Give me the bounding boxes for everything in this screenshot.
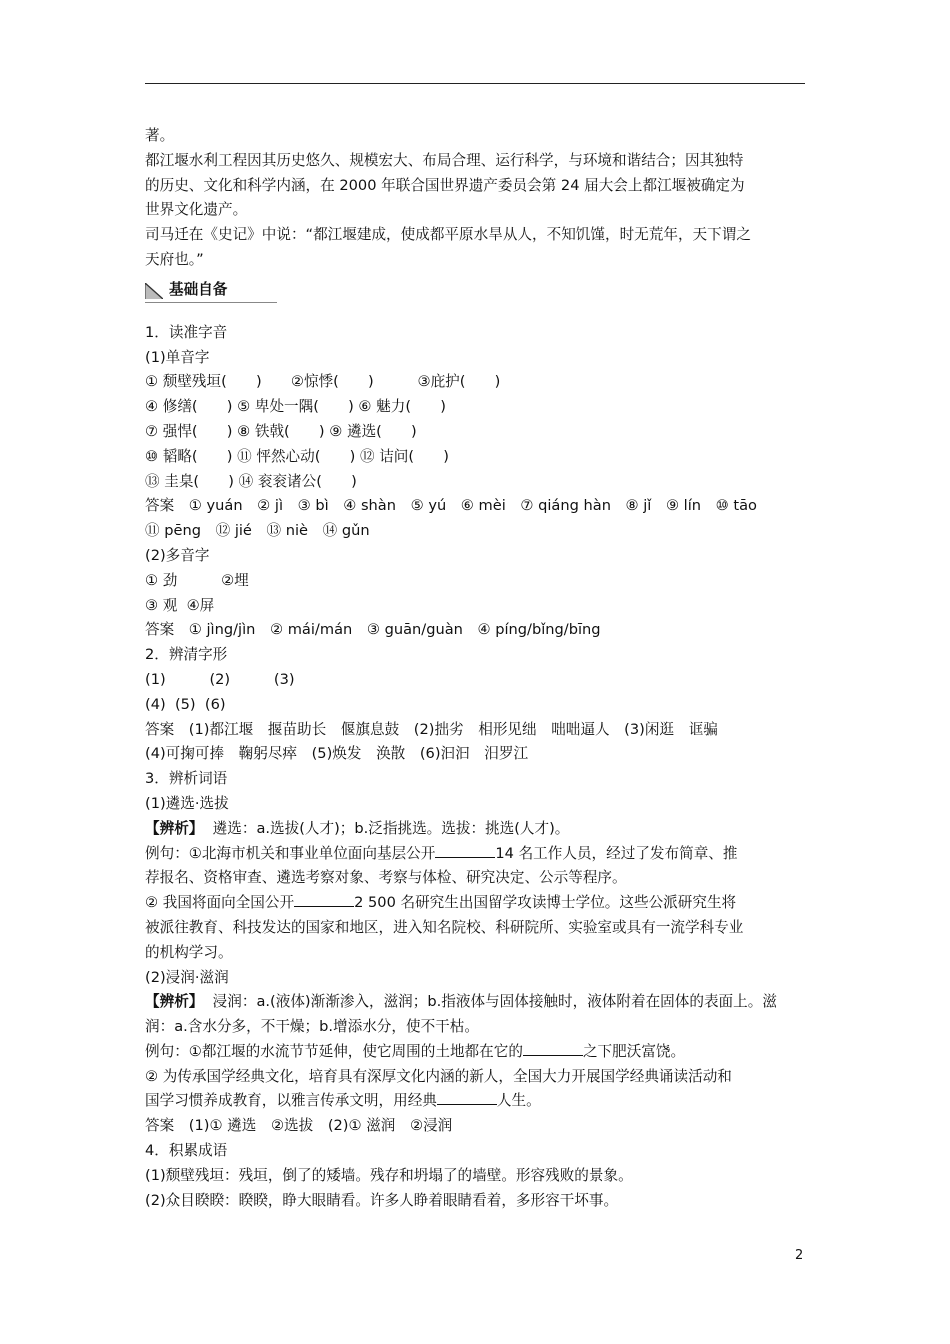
text-line: ① 劲 ②埋 [145,571,249,589]
text-line: 的历史、文化和科学内涵，在 2000 年联合国世界遗产委员会第 24 届大会上都江堰被确定为 [145,176,745,194]
example-line: 被派往教育、科技发达的国家和地区，进入知名院校、科研院所、实验室或具有一流学科专业 [145,918,744,936]
text-line: (1)单音字 [145,348,210,366]
text-line: (1)遴选·选拔 [145,794,229,812]
text-line: ④ 修缮( ) ⑤ 卑处一隅( ) ⑥ 魅力( ) [145,398,446,416]
fill-blank [294,892,354,907]
analysis-line: 润：a.含水分多，不干燥；b.增添水分，使不干枯。 [145,1018,479,1036]
answer-line: ⑪ pēng ⑫ jié ⑬ niè ⑭ gǔn [145,522,370,540]
text-line: (2)浸润·滋润 [145,968,229,986]
text-line: (2)多音字 [145,546,210,564]
text-line: 著。 [145,127,175,144]
exercise-list [145,321,810,1214]
analysis-text: 遴选：a.选拔(人才)；b.泛指挑选。选拔：挑选(人才)。 [203,819,570,837]
example-text: 14 名工作人员，经过了发布简章、推 [495,844,738,862]
text-line: 4．积累成语 [145,1142,228,1160]
example-text: 国学习惯养成教育，以雅言传承文明，用经典 [145,1092,437,1110]
example-line [145,842,810,867]
analysis-line [145,817,810,842]
example-text: 例句：①北海市机关和事业单位面向基层公开 [145,844,436,862]
analysis-line [145,990,810,1015]
example-line: ② 为传承国学经典文化，培育具有深厚文化内涵的新人，全国大力开展国学经典诵读活动和 [145,1067,732,1085]
example-line [145,1040,810,1065]
header-rule [145,83,805,84]
fill-blank [523,1041,583,1056]
text-line: (2)众目睽睽：睽睽，睁大眼睛看。许多人睁着眼睛看着，多形容干坏事。 [145,1191,619,1209]
text-line: 天府也。” [145,250,204,268]
text-line: 司马迁在《史记》中说：“都江堰建成，使成都平原水旱从人，不知饥馑，时无荒年，天下谓之 [145,226,751,244]
example-line: 的机构学习。 [145,943,233,961]
intro-paragraphs [145,124,810,273]
fill-blank [437,1090,497,1105]
text-line: (4) (5) (6) [145,695,226,713]
text-line: 3．辨析词语 [145,770,228,788]
text-line: ⑦ 强悍( ) ⑧ 铁戟( ) ⑨ 遴选( ) [145,422,417,440]
section-underline [145,302,277,303]
analysis-label: 【辨析】 [145,819,204,837]
text-line: ⑩ 韬略( ) ⑪ 怦然心动( ) ⑫ 诘问( ) [145,447,449,465]
example-text: 2 500 名研究生出国留学攻读博士学位。这些公派研究生将 [354,894,737,912]
example-text: 例句：①都江堰的水流节节延伸，使它周围的土地都在它的 [145,1042,523,1060]
page-number: 2 [795,1248,804,1263]
section-title: 基础自备 [169,280,228,298]
section-header [145,279,810,303]
analysis-label: 【辨析】 [145,993,204,1011]
text-line: (1)颓壁残垣：残垣，倒了的矮墙。残存和坍塌了的墙壁。形容残败的景象。 [145,1166,633,1184]
example-text: 之下肥沃富饶。 [582,1042,686,1060]
example-text: ② 我国将面向全国公开 [145,894,295,912]
answer-line: (4)可掬可捧 鞠躬尽瘁 (5)焕发 涣散 (6)汩汩 汨罗江 [145,745,529,763]
text-line: ① 颓壁残垣( ) ②惊悸( ) ③庇护( ) [145,373,501,391]
answer-line: 答案 (1)① 遴选 ②选拔 (2)① 滋润 ②浸润 [145,1117,453,1135]
answer-line: 答案 ① jìng/jìn ② mái/mán ③ guān/guàn ④ píng/bǐng/bīng [145,621,601,639]
text-line: (1) (2) (3) [145,670,295,688]
analysis-text: 浸润：a.(液体)渐渐渗入，滋润；b.指液体与固体接触时，液体附着在固体的表面上。滋 [203,993,777,1011]
fill-blank [435,843,495,858]
example-line: 荐报名、资格审查、遴选考察对象、考察与体检、研究决定、公示等程序。 [145,869,627,887]
example-line [145,891,810,916]
example-text: 人生。 [496,1092,541,1110]
text-line: 都江堰水利工程因其历史悠久、规模宏大、布局合理、运行科学，与环境和谐结合；因其独特 [145,151,744,169]
answer-line: 答案 (1)都江堰 揠苗助长 偃旗息鼓 (2)拙劣 相形见绌 咄咄逼人 (3)闲逛 诓骗 [145,720,718,738]
answer-line: 答案 ① yuán ② jì ③ bì ④ shàn ⑤ yú ⑥ mèi ⑦ qiáng hàn ⑧ jǐ ⑨ lín ⑩ tāo [145,497,757,515]
text-line: ⑬ 圭臬( ) ⑭ 衮衮诸公( ) [145,472,357,490]
text-line: 世界文化遗产。 [145,201,248,219]
example-line [145,1089,810,1114]
text-line: ③ 观 ④屏 [145,596,215,614]
document-body [145,124,810,1213]
text-line: 1．读准字音 [145,323,228,341]
text-line: 2．辨清字形 [145,646,228,664]
diagonal-triangle-icon [145,283,163,299]
